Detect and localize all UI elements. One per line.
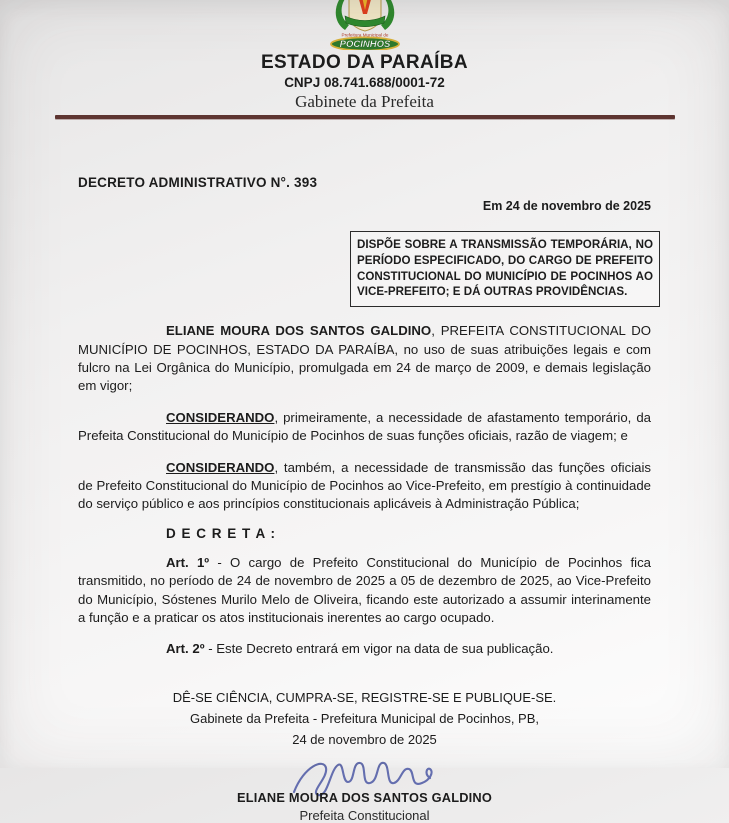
closing-order: DÊ-SE CIÊNCIA, CUMPRA-SE, REGISTRE-SE E PUBLIQUE-SE. [172,689,557,705]
closing-block [78,687,651,750]
office-line: Gabinete da Prefeita [295,92,434,111]
letterhead [0,0,729,119]
article-1-label: Art. 1º [166,554,210,570]
ementa-text: DISPÕE SOBRE A TRANSMISSÃO TEMPORÁRIA, NO PERÍODO ESPECIFICADO, DO CARGO DE PREFEITO CONSTITUCIONAL DO MUNICÍPIO DE POCINHOS AO VICE-PREFEITO; E DÁ OUTRAS PROVIDÊNCIAS. [357,238,653,299]
article-2-text: - Este Decreto entrará em vigor na data de sua publicação. [204,641,554,657]
considerando-2-rest: , também, a necessidade de transmissão das funções oficiais de Prefeito Constitucional do Município de Pocinhos ao Vice-Prefeito, em prestígio à continuidade do serviço público e aos princípios constitucionais aplicáveis à Administração Pública; [78,459,651,512]
cnpj-line: CNPJ 08.741.688/0001-72 [284,75,445,90]
decreta-heading: D E C R E T A : [166,525,277,541]
preamble-paragraph [78,322,651,396]
article-2 [78,640,651,658]
logo-small-text: Prefeitura Municipal de [341,32,388,38]
signer-name: ELIANE MOURA DOS SANTOS GALDINO [236,789,493,805]
considerando-2-keyword: CONSIDERANDO [166,459,275,475]
article-2-label: Art. 2º [166,641,205,657]
considerando-2 [78,459,651,514]
article-1 [78,554,651,628]
closing-place: Gabinete da Prefeita - Prefeitura Municipal de Pocinhos, PB, [189,710,540,726]
header-divider [55,115,675,119]
logo-badge-text: POCINHOS [339,39,390,50]
decree-title: DECRETO ADMINISTRATIVO N°. 393 [78,175,318,190]
decree-content [0,175,729,823]
decree-date: Em 24 de novembro de 2025 [482,199,651,213]
considerando-1-rest: , primeiramente, a necessidade de afastamento temporário, da Prefeita Constitucional do Município de Pocinhos de suas funções oficiais, razão de viagem; e [78,409,651,444]
signer-role: Prefeita Constitucional [299,807,430,823]
mayor-name-inline: ELIANE MOURA DOS SANTOS GALDINO [166,323,432,339]
ementa-box [350,231,660,307]
article-1-text: - O cargo de Prefeito Constitucional do Município de Pocinhos fica transmitido, no período de 24 de novembro de 2025 a 05 de dezembro de 2025, ao Vice-Prefeito do Município, Sóstenes Murilo Melo de Oliveira, ficando este autorizado a assumir interinamente a função e a praticar os atos institucionais inerentes ao cargo ocupado. [78,554,651,626]
signature-block [78,752,651,823]
closing-date: 24 de novembro de 2025 [292,731,437,747]
pocinhos-coat-of-arms-icon [305,0,425,50]
state-title: ESTADO DA PARAÍBA [260,52,468,73]
considerando-1-keyword: CONSIDERANDO [166,409,275,425]
considerando-1 [78,409,651,446]
preamble-rest: , PREFEITA CONSTITUCIONAL DO MUNICÍPIO DE POCINHOS, ESTADO DA PARAÍBA, no uso de suas atribuições legais e com fulcro na Lei Orgânica do Município, promulgada em 24 de março de 2009, e demais legislação em vigor; [78,323,651,394]
